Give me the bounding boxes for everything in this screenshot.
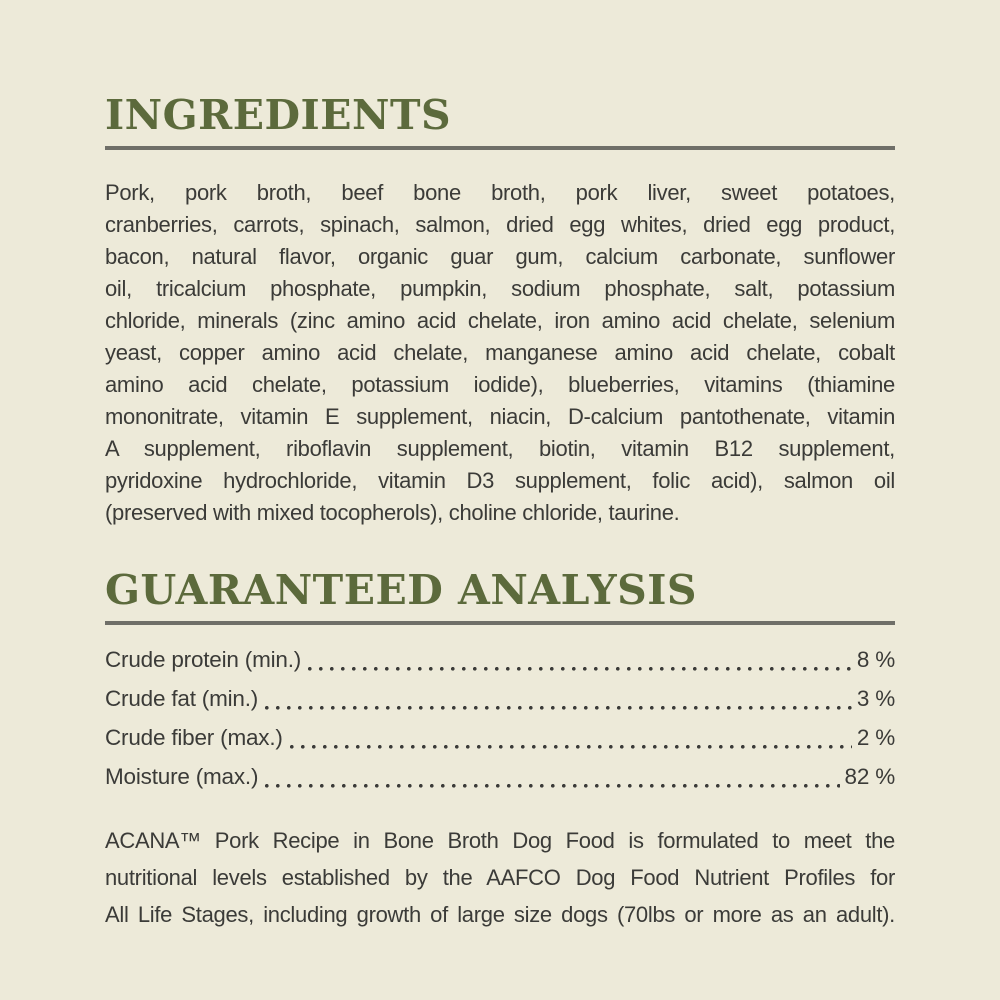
ingredients-heading: INGREDIENTS bbox=[105, 91, 452, 139]
guaranteed-analysis-table bbox=[105, 640, 895, 796]
analysis-row-crude-fiber bbox=[105, 718, 895, 757]
ingredients-line: pyridoxine hydrochloride, vitamin D3 supplement, folic acid), salmon oil bbox=[105, 468, 895, 493]
analysis-row-label: Crude protein (min.) bbox=[105, 647, 302, 672]
ingredients-line: chloride, minerals (zinc amino acid chelate, iron amino acid chelate, selenium bbox=[105, 308, 895, 333]
ingredients-line: amino acid chelate, potassium iodide), blueberries, vitamins (thiamine bbox=[105, 372, 895, 397]
aafco-statement-line: All Life Stages, including growth of large size dogs (70lbs or more as an adult). bbox=[105, 902, 895, 927]
ingredients-line: mononitrate, vitamin E supplement, niacin, D-calcium pantothenate, vitamin bbox=[105, 404, 895, 429]
aafco-statement bbox=[105, 822, 895, 933]
analysis-row-value: 8 % bbox=[856, 647, 895, 672]
dot-leader bbox=[265, 784, 839, 788]
ingredients-line: cranberries, carrots, spinach, salmon, dried egg whites, dried egg product, bbox=[105, 212, 895, 237]
analysis-row-value: 3 % bbox=[856, 686, 895, 711]
dot-leader bbox=[308, 667, 852, 671]
aafco-statement-line: ACANA™ Pork Recipe in Bone Broth Dog Food is formulated to meet the bbox=[105, 828, 895, 853]
analysis-row-moisture bbox=[105, 757, 895, 796]
ingredients-line: Pork, pork broth, beef bone broth, pork liver, sweet potatoes, bbox=[105, 180, 895, 205]
analysis-row-label: Moisture (max.) bbox=[105, 764, 259, 789]
ingredients-line: oil, tricalcium phosphate, pumpkin, sodium phosphate, salt, potassium bbox=[105, 276, 895, 301]
ingredients-line: yeast, copper amino acid chelate, manganese amino acid chelate, cobalt bbox=[105, 340, 895, 365]
dot-leader bbox=[290, 745, 852, 749]
analysis-row-crude-fat bbox=[105, 679, 895, 718]
analysis-row-label: Crude fat (min.) bbox=[105, 686, 259, 711]
aafco-statement-line: nutritional levels established by the AAFCO Dog Food Nutrient Profiles for bbox=[105, 865, 895, 890]
analysis-row-label: Crude fiber (max.) bbox=[105, 725, 283, 750]
guaranteed-analysis-heading: GUARANTEED ANALYSIS bbox=[105, 566, 697, 614]
ingredients-line: bacon, natural flavor, organic guar gum, calcium carbonate, sunflower bbox=[105, 244, 895, 269]
ingredients-line: A supplement, riboflavin supplement, biotin, vitamin B12 supplement, bbox=[105, 436, 895, 461]
guaranteed-analysis-divider-rule bbox=[105, 621, 895, 625]
analysis-row-value: 82 % bbox=[844, 764, 895, 789]
analysis-row-value: 2 % bbox=[856, 725, 895, 750]
ingredients-paragraph bbox=[105, 177, 895, 529]
dot-leader bbox=[265, 706, 852, 710]
analysis-row-crude-protein bbox=[105, 640, 895, 679]
ingredients-line: (preserved with mixed tocopherols), choline chloride, taurine. bbox=[105, 500, 680, 525]
ingredients-divider-rule bbox=[105, 146, 895, 150]
